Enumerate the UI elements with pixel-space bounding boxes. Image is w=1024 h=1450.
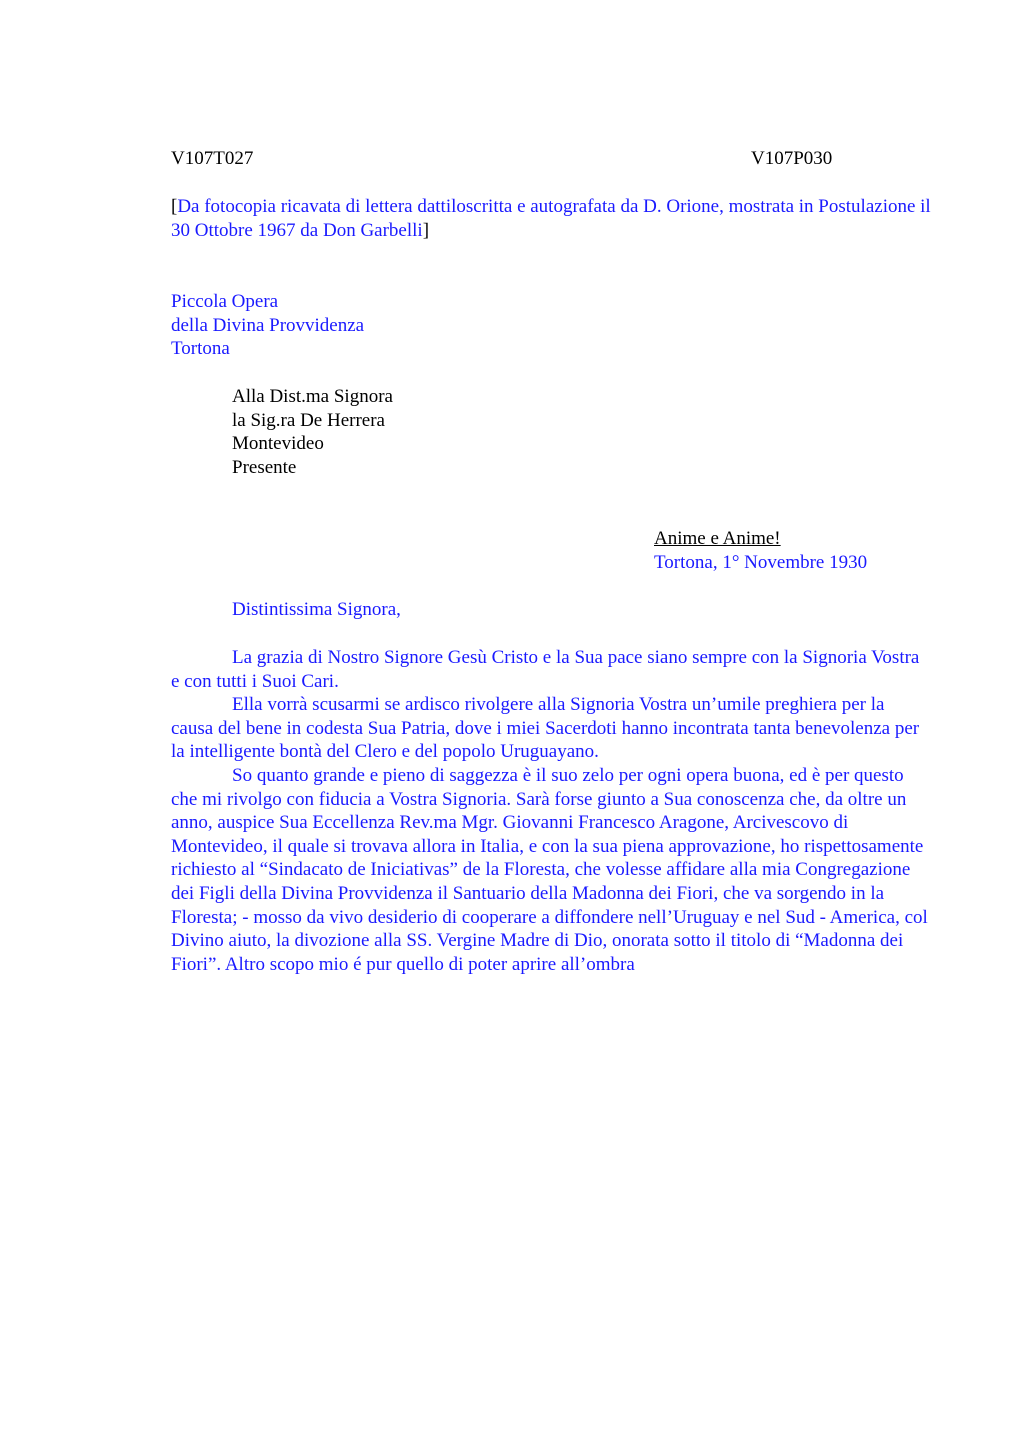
body-paragraph: So quanto grande e pieno di saggezza è il suo zelo per ogni opera buona, ed è per questo che mi rivolgo con fiducia a Vostra Signoria. Sarà forse giunto a Sua conoscenza che, da oltre un anno, auspice Sua Eccellenza Rev.ma Mgr. Giovanni Francesco Aragone, Arcivescovo di Montevideo, il quale si trovava allora in Italia, e con la sua piena approvazione, ho rispettosamente richiesto al “Sindacato de Iniciativas” de la Floresta, che volesse affidare alla mia Congregazione dei Figli della Divina Provvidenza il Santuario della Madonna dei Fiori, che va sorgendo in la Floresta; - mosso da vivo desiderio di cooperare a diffondere nell’Uruguay e nel Sud - America, col Divino aiuto, la divozione alla SS. Vergine Madre di Dio, onorata sotto il titolo di “Madonna dei Fiori”. Altro scopo mio é pur quello di poter aprire all’ombra bbox=[171, 764, 928, 975]
note-text: Da fotocopia ricavata di lettera dattiloscritta e autografata da D. Orione, mostrata in Postulazione il 30 Ottobre 1967 da Don Garbelli bbox=[171, 196, 931, 241]
dateline bbox=[654, 527, 867, 574]
sender-line: Piccola Opera bbox=[171, 291, 279, 312]
letter-body bbox=[171, 646, 931, 976]
recipient-line: Montevideo bbox=[232, 433, 324, 455]
document-code-right: V107P030 bbox=[751, 148, 833, 169]
note-close-bracket: ] bbox=[422, 219, 430, 241]
sender-line: della Divina Provvidenza bbox=[171, 314, 365, 336]
sender-line: Tortona bbox=[171, 338, 230, 360]
recipient-line: la Sig.ra De Herrera bbox=[232, 409, 385, 431]
editorial-note bbox=[171, 195, 931, 242]
salutation: Distintissima Signora, bbox=[232, 599, 401, 620]
motto: Anime e Anime! bbox=[654, 528, 781, 549]
sender-letterhead bbox=[171, 290, 364, 361]
recipient-address bbox=[232, 385, 393, 479]
place-date: Tortona, 1° Novembre 1930 bbox=[654, 551, 868, 573]
recipient-line: Presente bbox=[232, 456, 297, 478]
body-paragraph: Ella vorrà scusarmi se ardisco rivolgere alla Signoria Vostra un’umile preghiera per la causa del bene in codesta Sua Patria, dove i miei Sacerdoti hanno incontrata tanta benevolenza per la intelligente bontà del Clero e del popolo Uruguayano. bbox=[171, 694, 920, 763]
note-open-bracket: [ bbox=[171, 196, 178, 217]
document-code-left: V107T027 bbox=[171, 148, 254, 169]
recipient-line: Alla Dist.ma Signora bbox=[232, 386, 393, 407]
body-paragraph: La grazia di Nostro Signore Gesù Cristo e la Sua pace siano sempre con la Signoria Vostra e con tutti i Suoi Cari. bbox=[171, 647, 920, 692]
